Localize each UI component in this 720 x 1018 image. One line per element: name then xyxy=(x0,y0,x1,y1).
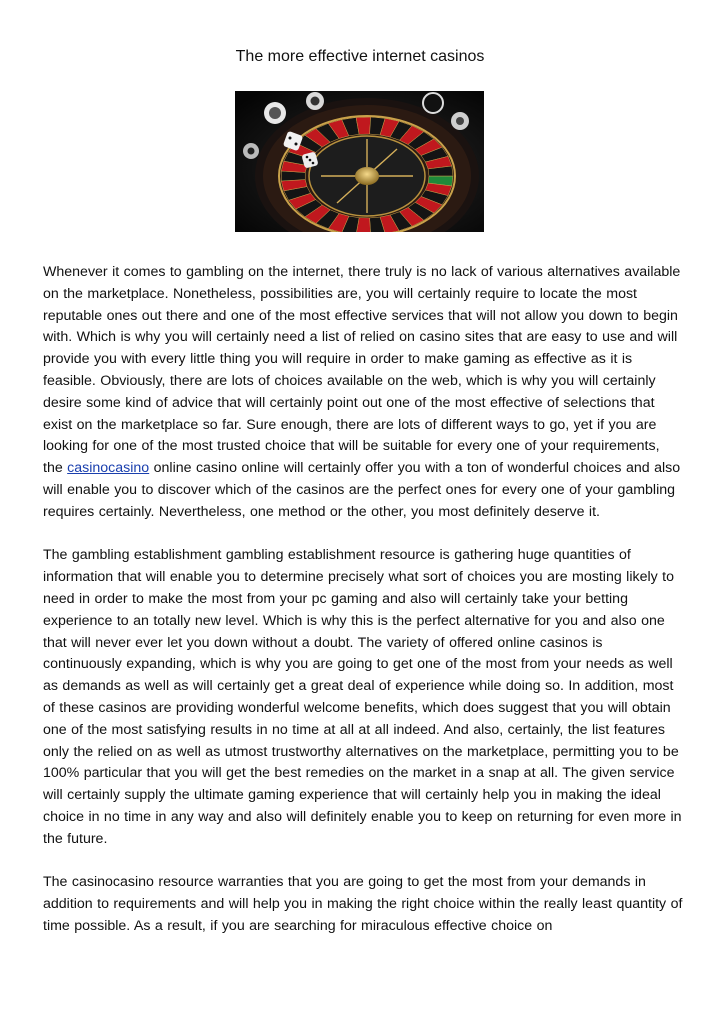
roulette-illustration xyxy=(235,91,484,232)
paragraph-1 xyxy=(43,262,683,524)
page-title: The more effective internet casinos xyxy=(235,48,485,65)
article-body xyxy=(43,262,683,960)
paragraph-2: The gambling establishment gambling establishment resource is gathering huge quantities of information that will enable you to determine precisely what sort of choices you are mosting likely to need in order to make the most from your pc gaming and also will certainly take your betting experience to an totally new level. Which is why this is the perfect alternative for you and also one that will never ever let you down without a doubt. The variety of offered online casinos is continuously expanding, which is why you are going to get one of the most from your needs as well as demands as well as will certainly get a great deal of experience while doing so. In addition, most of these casinos are providing wonderful welcome benefits, which does suggest that you will obtain one of the most satisfying results in no time at all at all indeed. And also, certainly, the list features only the relied on as well as utmost trustworthy alternatives on the marketplace, permitting you to be 100% particular that you will get the best remedies on the market in a snap at all. The given service will certainly supply the ultimate gaming experience that will certainly help you in making the ideal choice in no time in any way and also will definitely enable you to keep on returning for even more in the future. xyxy=(43,547,682,847)
casinocasino-link[interactable]: casinocasino xyxy=(67,460,150,477)
paragraph-1-text-after: online casino online will certainly offer you with a ton of wonderful choices and also will enable you to discover which of the casinos are the perfect ones for every one of your gambling requires certainly. Nevertheless, one method or the other, you most definitely deserve it. xyxy=(43,460,681,520)
paragraph-3: The casinocasino resource warranties that you are going to get the most from your demands in addition to requirements and will help you in making the right choice within the really least quantity of time possible. As a result, if you are searching for miraculous effective choice on xyxy=(43,874,683,934)
paragraph-1-text-before: Whenever it comes to gambling on the internet, there truly is no lack of various alternatives available on the marketplace. Nonetheless, possibilities are, you will certainly require to locate the most reputable ones out there and one of the most effective services that will not allow you down to begin with. Which is why you will certainly need a list of relied on casino sites that are easy to use and will provide you with every little thing you will require in order to make gaming as effective as it is feasible. Obviously, there are lots of choices available on the web, which is why you will certainly desire some kind of advice that will certainly point out one of the most effective of selections that exist on the marketplace so far. Sure enough, there are lots of different ways to go, yet if you are looking for one of the most trusted choice that will be suitable for every one of your requirements, the xyxy=(43,264,681,477)
roulette-wheel-image xyxy=(235,91,484,232)
